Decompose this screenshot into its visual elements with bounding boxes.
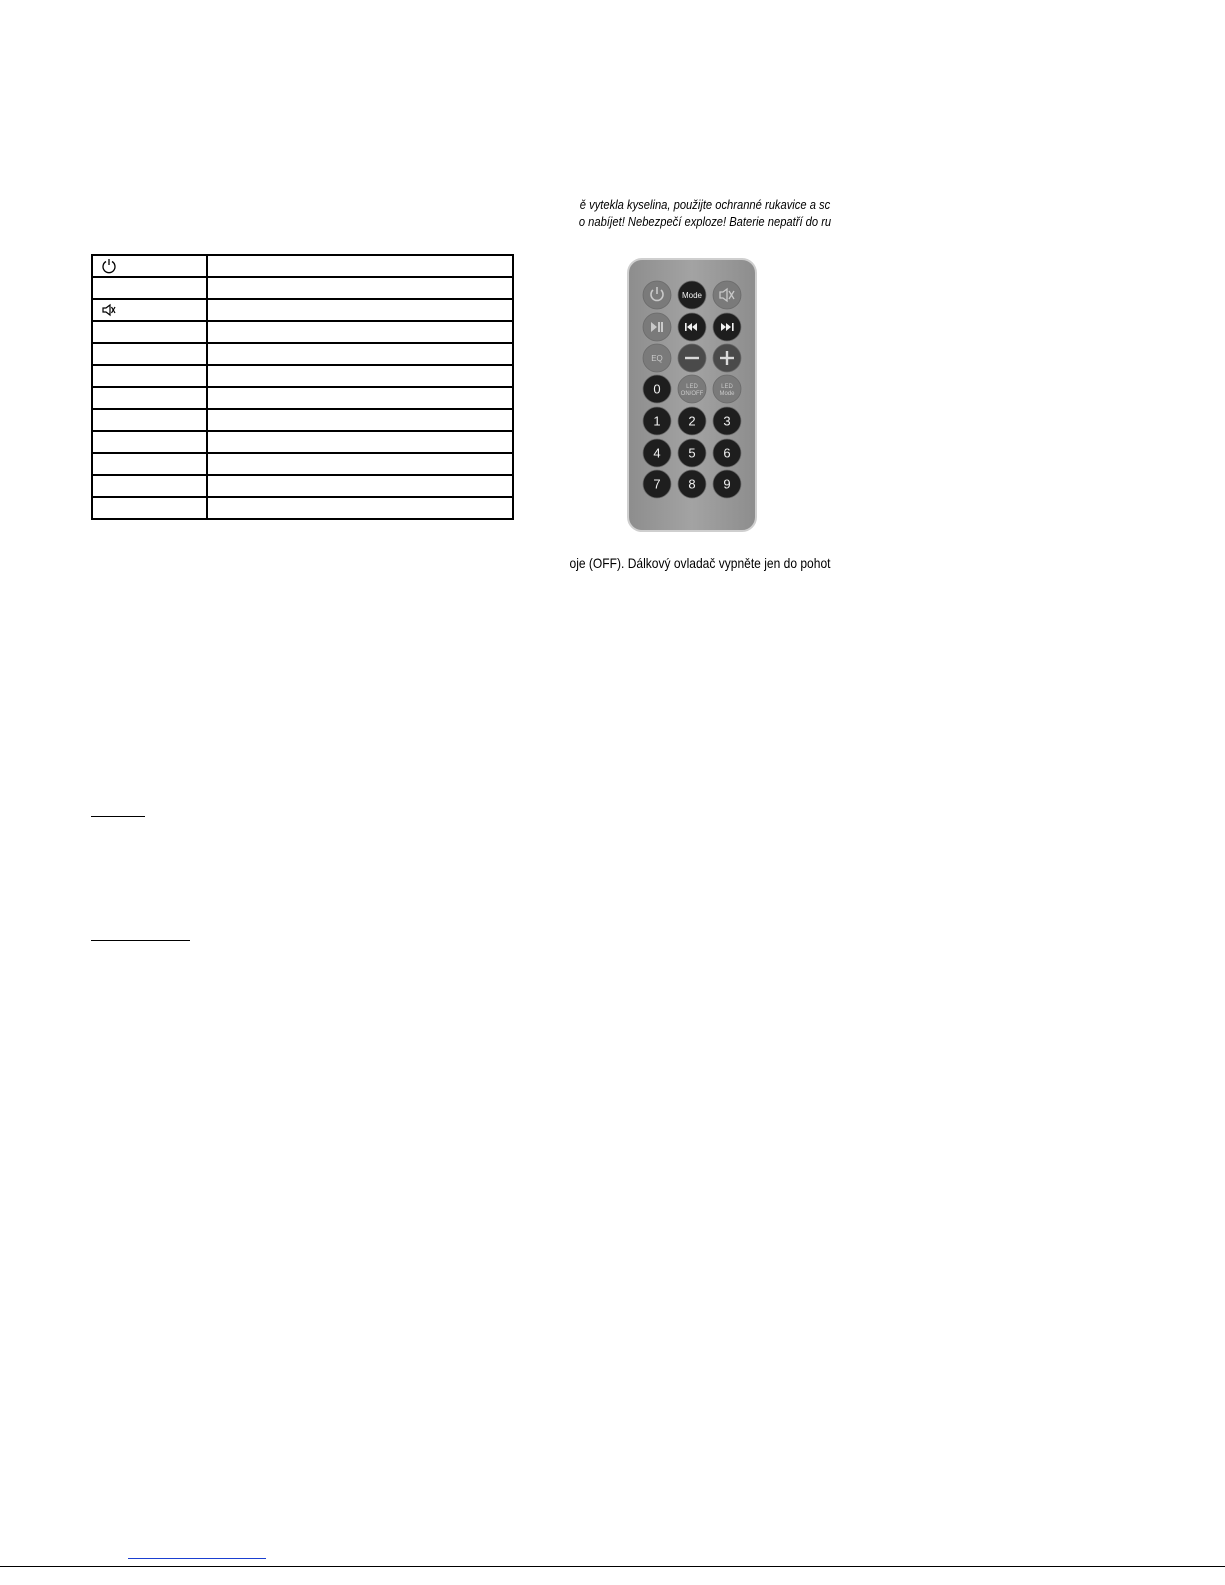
key-cell [92, 365, 207, 387]
remote-button-eq [643, 344, 671, 372]
key-cell [92, 343, 207, 365]
key-cell [92, 431, 207, 453]
remote-button-9 [713, 470, 741, 498]
remote-button-label: 5 [688, 445, 696, 461]
key-description [207, 475, 513, 497]
table-row [92, 497, 513, 519]
key-cell [92, 321, 207, 343]
remote-button-mute [713, 281, 741, 309]
table-row [92, 321, 513, 343]
remote-button-1 [643, 407, 671, 435]
remote-button-label: 3 [723, 413, 731, 429]
table-row [92, 365, 513, 387]
remote-button-8 [678, 470, 706, 498]
battery-warning-line-2: o nabíjet! Nebezpečí exploze! Baterie nepatří do ru [578, 214, 832, 229]
battery-warning-line-1: ě vytekla kyselina, použijte ochranné rukavice a sc [579, 197, 831, 212]
table-row [92, 387, 513, 409]
key-cell [92, 453, 207, 475]
remote-button-label: EQ [651, 353, 663, 363]
key-cell [92, 409, 207, 431]
remote-button-6 [713, 439, 741, 467]
key-description [207, 453, 513, 475]
remote-button-label: 1 [653, 413, 661, 429]
remote-button-label: 6 [723, 445, 731, 461]
key-description [207, 431, 513, 453]
table-row [92, 255, 513, 277]
remote-button-next [713, 313, 741, 341]
key-description [207, 255, 513, 277]
table-row [92, 299, 513, 321]
key-cell [92, 497, 207, 519]
remote-button-label: 7 [653, 476, 661, 492]
remote-button-label: ON/OFF [680, 391, 704, 397]
footer-rule [0, 1566, 1225, 1567]
remote-button-minus [678, 344, 706, 372]
remote-button-0 [643, 375, 671, 403]
remote-button-label: 0 [653, 381, 661, 397]
remote-button-3 [713, 407, 741, 435]
key-description [207, 409, 513, 431]
power-icon [101, 258, 117, 274]
key-description [207, 299, 513, 321]
key-description [207, 343, 513, 365]
mute-icon [101, 302, 117, 318]
remote-button-label: Mode [681, 290, 703, 300]
table-row [92, 343, 513, 365]
key-description [207, 277, 513, 299]
remote-button-led-mode [713, 375, 741, 403]
key-cell [92, 475, 207, 497]
remote-caption: oje (OFF). Dálkový ovladač vypněte jen do pohot [569, 555, 831, 571]
remote-button-previous [678, 313, 706, 341]
remote-control-image [627, 258, 757, 532]
remote-button-label: Mode [719, 391, 735, 397]
table-row [92, 431, 513, 453]
table-row [92, 453, 513, 475]
table-row [92, 409, 513, 431]
remote-button-label: LED [686, 384, 698, 390]
remote-button-label: 9 [723, 476, 731, 492]
remote-button-label: 4 [653, 445, 661, 461]
remote-button-4 [643, 439, 671, 467]
key-description [207, 497, 513, 519]
key-description [207, 365, 513, 387]
key-cell [92, 277, 207, 299]
key-description [207, 387, 513, 409]
remote-button-play-pause [643, 313, 671, 341]
remote-button-led-on-off [678, 375, 706, 403]
remote-button-2 [678, 407, 706, 435]
key-description [207, 321, 513, 343]
remote-button-label: 2 [688, 413, 696, 429]
remote-button-label: 8 [688, 476, 696, 492]
remote-button-label: LED [721, 384, 733, 390]
footer-link-underline[interactable] [128, 1558, 266, 1559]
remote-key-table [91, 254, 514, 520]
remote-button-5 [678, 439, 706, 467]
table-row [92, 475, 513, 497]
section-heading-underline-1 [91, 816, 145, 817]
remote-button-plus [713, 344, 741, 372]
remote-button-7 [643, 470, 671, 498]
minus-icon [685, 357, 699, 359]
key-cell [92, 387, 207, 409]
table-row [92, 277, 513, 299]
section-heading-underline-2 [91, 940, 190, 941]
key-cell [92, 299, 207, 321]
key-cell [92, 255, 207, 277]
remote-button-power [643, 281, 671, 309]
remote-button-mode [678, 281, 706, 309]
